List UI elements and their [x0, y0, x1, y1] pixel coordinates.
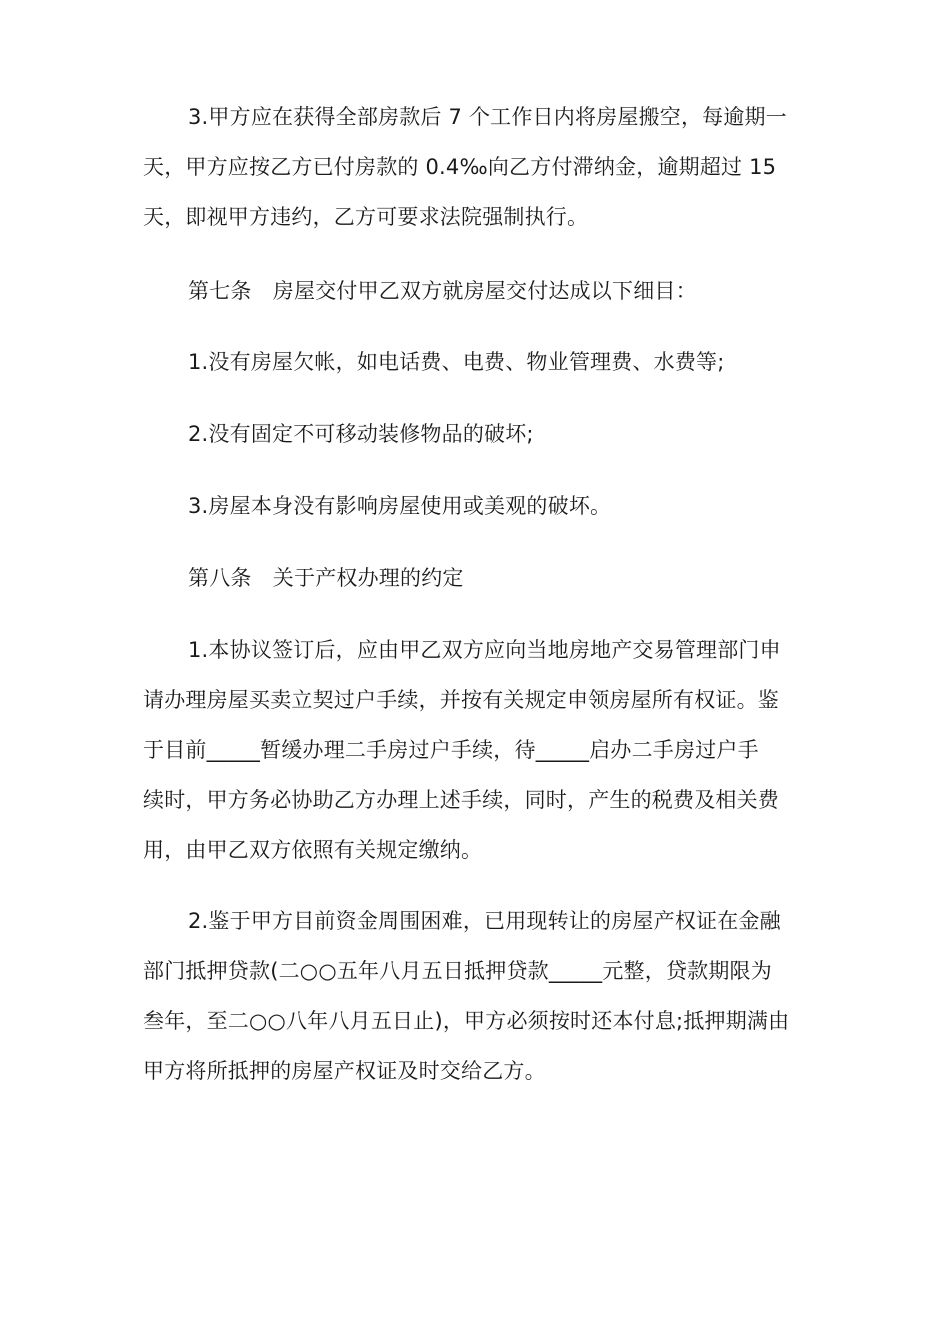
clause-8-item-2-line-1: 2.鉴于甲方目前资金周围困难，已用现转让的房屋产权证在金融 — [188, 909, 781, 933]
clause-7-item-3: 3.房屋本身没有影响房屋使用或美观的破坏。 — [188, 494, 612, 518]
clause-7-heading: 第七条 房屋交付甲乙双方就房屋交付达成以下细目： — [188, 279, 697, 303]
clause-8-item-2-line-4: 甲方将所抵押的房屋产权证及时交给乙方。 — [143, 1059, 546, 1083]
clause-7-item-1: 1.没有房屋欠帐，如电话费、电费、物业管理费、水费等; — [188, 350, 725, 374]
clause-8-item-1-line-4: 续时，甲方务必协助乙方办理上述手续，同时，产生的税费及相关费 — [143, 788, 779, 812]
clause-8-item-1-line-5: 用，由甲乙双方依照有关规定缴纳。 — [143, 838, 483, 862]
clause-8-heading: 第八条 关于产权办理的约定 — [188, 566, 464, 590]
clause-6-item-3-line-3: 天，即视甲方违约，乙方可要求法院强制执行。 — [143, 205, 589, 229]
clause-8-item-2-line-2: 部门抵押贷款(二○○五年八月五日抵押贷款_____元整，贷款期限为 — [143, 959, 772, 983]
clause-8-item-1-line-1: 1.本协议签订后，应由甲乙双方应向当地房地产交易管理部门申 — [188, 638, 781, 662]
clause-8-item-2-line-3: 叁年，至二○○八年八月五日止)，甲方必须按时还本付息;抵押期满由 — [143, 1009, 790, 1033]
clause-8-item-1-line-3: 于目前_____暂缓办理二手房过户手续，待_____启办二手房过户手 — [143, 738, 759, 762]
clause-8-item-1-line-2: 请办理房屋买卖立契过户手续，并按有关规定申领房屋所有权证。鉴 — [143, 688, 779, 712]
clause-7-item-2: 2.没有固定不可移动装修物品的破坏; — [188, 422, 534, 446]
clause-6-item-3-line-1: 3.甲方应在获得全部房款后 7 个工作日内将房屋搬空，每逾期一 — [188, 105, 787, 129]
clause-6-item-3-line-2: 天，甲方应按乙方已付房款的 0.4‰向乙方付滞纳金，逾期超过 15 — [143, 155, 777, 179]
